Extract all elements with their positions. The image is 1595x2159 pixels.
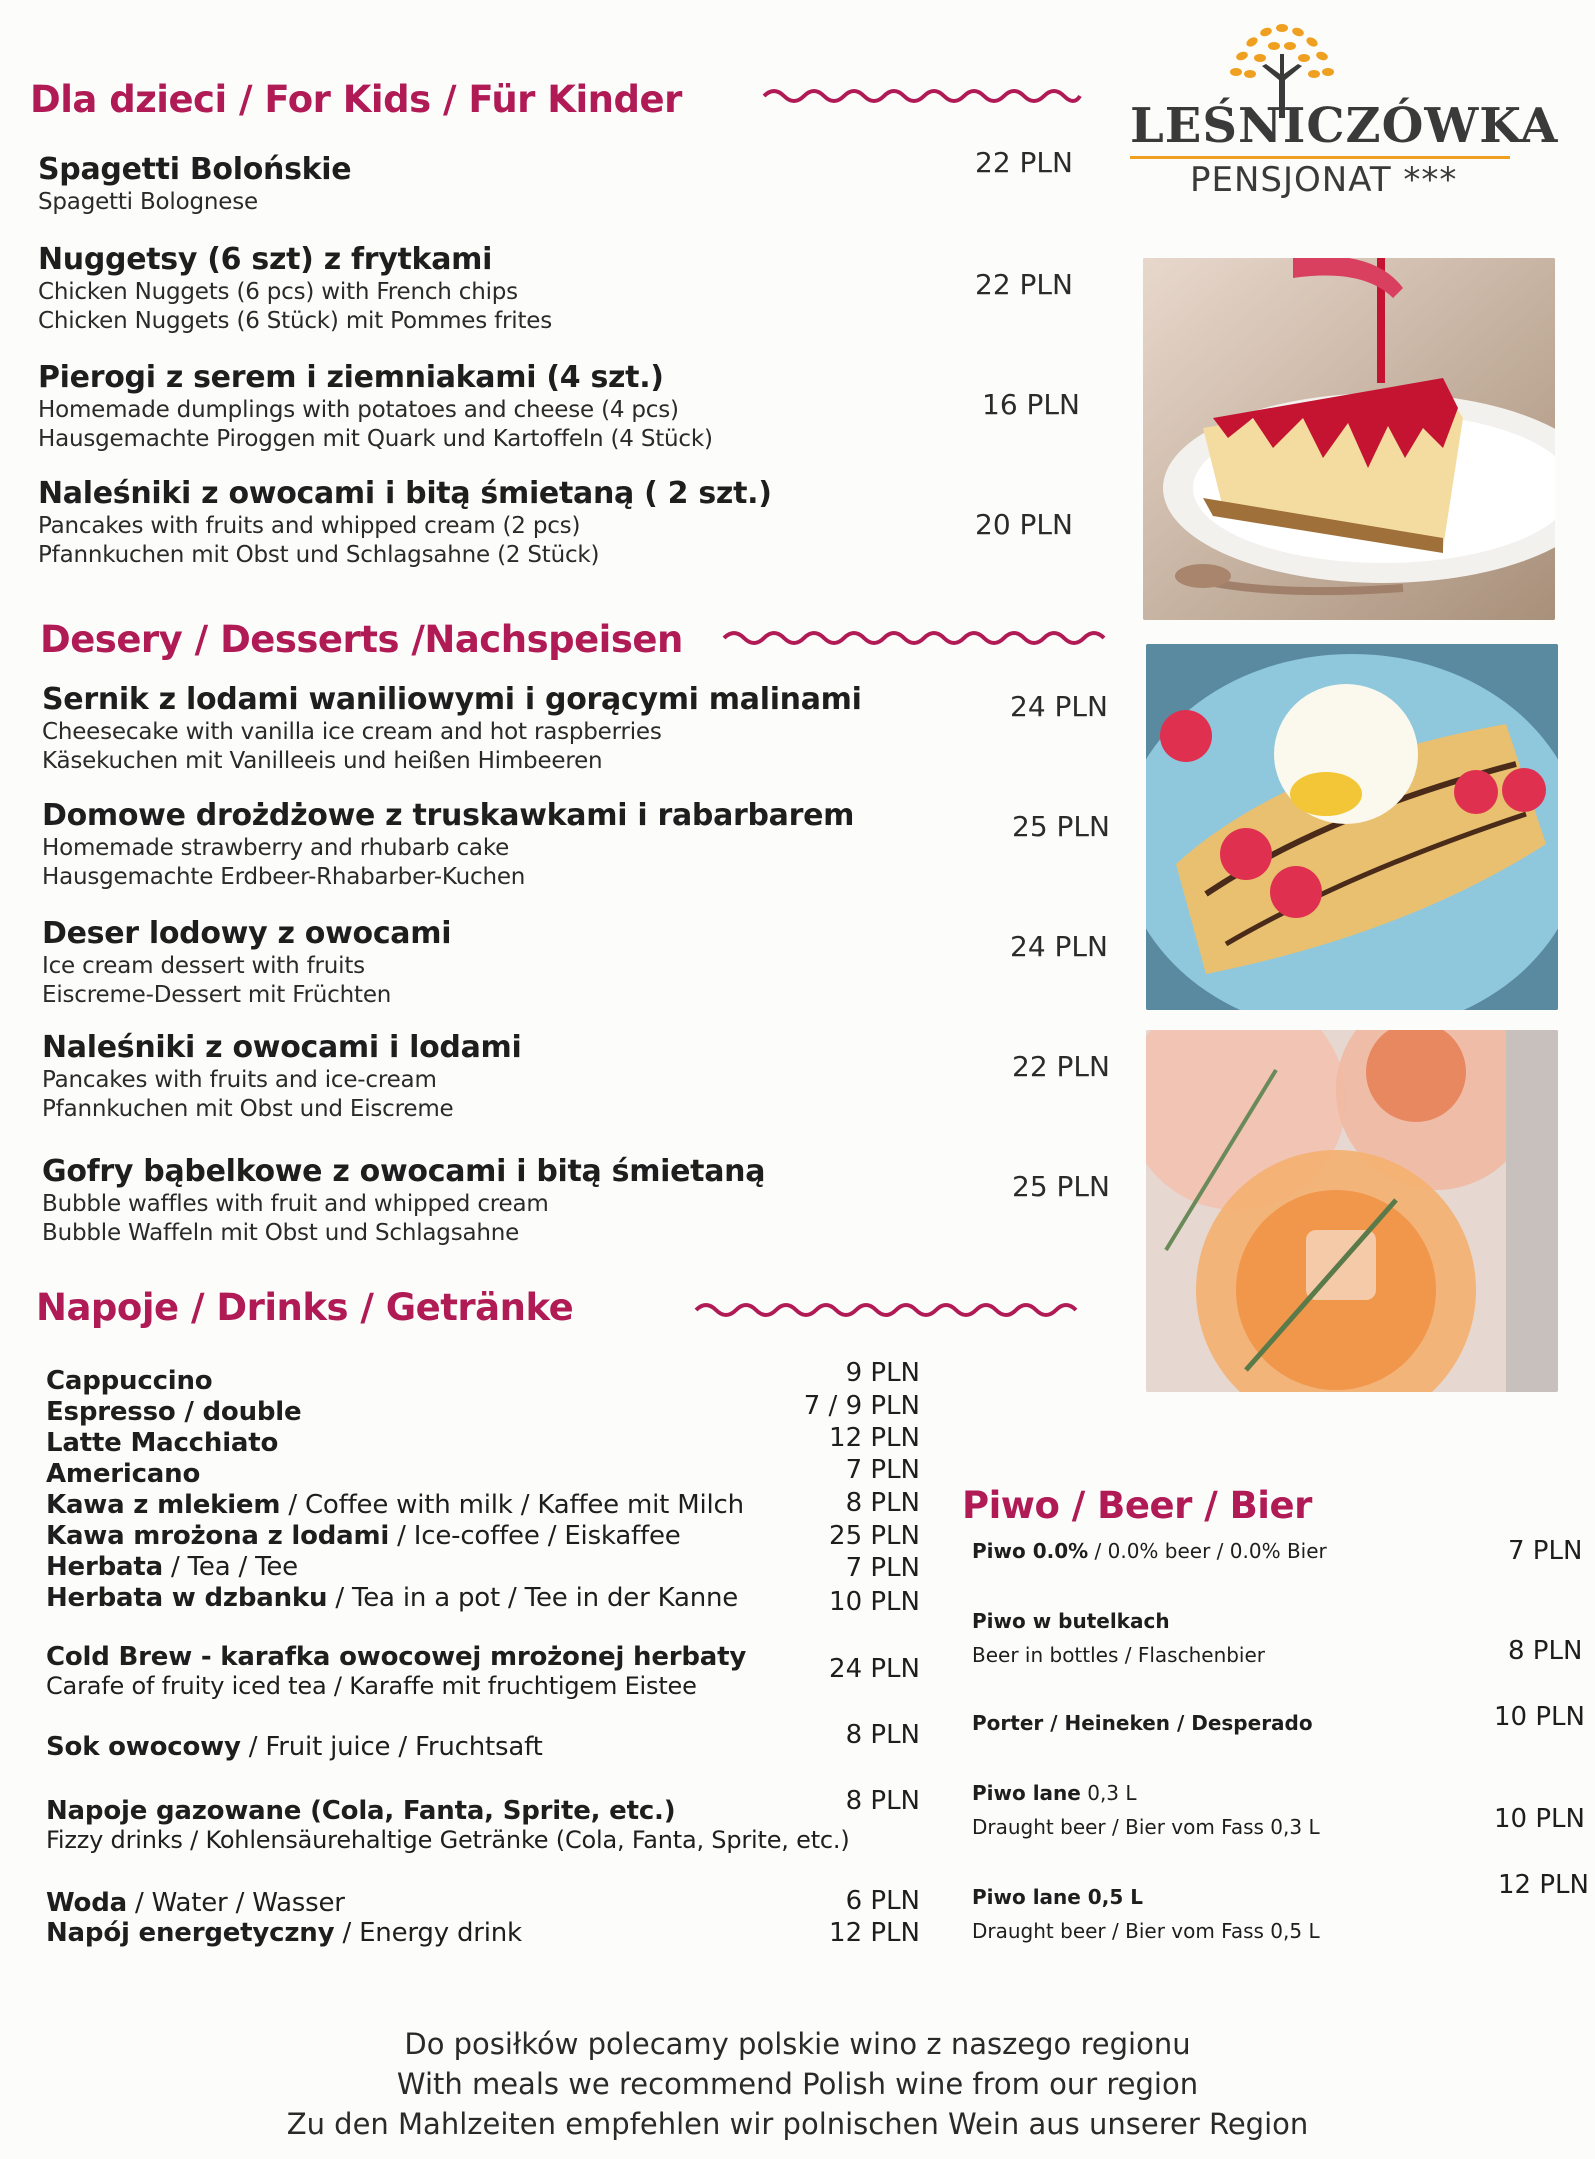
footer-line-pl: Do posiłków polecamy polskie wino z naszego regionu [404, 2027, 1191, 2061]
drink-item [46, 1521, 681, 1551]
drink-item [46, 1459, 200, 1489]
drink-name: Woda [46, 1888, 127, 1918]
item-sub-en: Bubble waffles with fruit and whipped cream [42, 1191, 549, 1217]
logo [1130, 18, 1559, 208]
item-sub-en: Spagetti Bolognese [38, 189, 258, 215]
drink-translation: / Tea in a pot / Tee in der Kanne [327, 1583, 739, 1613]
item-price: 22 PLN [1012, 1050, 1110, 1083]
item-name: Naleśniki z owocami i bitą śmietaną ( 2 szt.) [38, 476, 772, 511]
item-sub-de: Hausgemachte Erdbeer-Rhabarber-Kuchen [42, 864, 526, 890]
kids-item [38, 242, 552, 336]
drink-name: Napoje gazowane (Cola, Fanta, Sprite, etc.) [46, 1796, 676, 1826]
cheesecake-photo [1143, 258, 1555, 620]
logo-underline [1130, 156, 1510, 159]
beer-price: 10 PLN [1494, 1702, 1585, 1732]
item-price: 22 PLN [975, 268, 1073, 301]
item-name: Sernik z lodami waniliowymi i gorącymi malinami [42, 682, 862, 717]
kids-section-title: Dla dzieci / For Kids / Für Kinder [30, 78, 682, 121]
wave-divider-icon [762, 84, 1082, 108]
item-sub-en: Ice cream dessert with fruits [42, 953, 365, 979]
drink-item [46, 1366, 212, 1396]
drink-name: Kawa mrożona z lodami [46, 1521, 390, 1551]
footer-line-de: Zu den Mahlzeiten empfehlen wir polnischen Wein aus unserer Region [286, 2107, 1309, 2141]
beer-item [972, 1538, 1327, 1564]
beer-price: 12 PLN [1498, 1870, 1589, 1900]
drink-translation: / Tea / Tee [162, 1552, 298, 1582]
item-sub-de: Käsekuchen mit Vanilleeis und heißen Himbeeren [42, 748, 603, 774]
drink-item [46, 1732, 543, 1762]
drink-price: 12 PLN [829, 1918, 920, 1948]
wave-divider-icon [722, 626, 1112, 650]
beer-size: 0,3 L [1080, 1781, 1137, 1805]
item-price: 16 PLN [982, 388, 1080, 421]
drink-item [46, 1583, 738, 1613]
kids-item [38, 360, 713, 454]
drink-price: 7 PLN [845, 1455, 920, 1485]
item-sub-de: Chicken Nuggets (6 Stück) mit Pommes frites [38, 308, 553, 334]
beer-translation: Beer in bottles / Flaschenbier [972, 1643, 1266, 1667]
item-name: Gofry bąbelkowe z owocami i bitą śmietaną [42, 1154, 766, 1189]
kids-item [38, 476, 772, 570]
drink-item [46, 1428, 278, 1458]
dessert-item [42, 1154, 765, 1248]
beer-item [972, 1884, 1320, 1944]
item-name: Deser lodowy z owocami [42, 916, 452, 951]
drink-translation: / Energy drink [334, 1918, 522, 1948]
footer-wine-note [0, 2024, 1595, 2144]
kids-item [38, 152, 351, 217]
beer-name: Piwo w butelkach [972, 1609, 1170, 1633]
dessert-item [42, 916, 451, 1010]
drink-item-fizzy [46, 1796, 850, 1854]
drink-item [46, 1397, 301, 1427]
footer-line-en: With meals we recommend Polish wine from our region [396, 2067, 1199, 2101]
drink-price: 25 PLN [829, 1521, 920, 1551]
dessert-item [42, 798, 854, 892]
drink-price: 7 PLN [845, 1553, 920, 1583]
beer-name: Porter / Heineken / Desperado [972, 1711, 1313, 1735]
drink-name: Cold Brew - karafka owocowej mrożonej herbaty [46, 1642, 747, 1672]
drink-translation: Fizzy drinks / Kohlensäurehaltige Getränke (Cola, Fanta, Sprite, etc.) [46, 1826, 850, 1854]
drink-translation: / Coffee with milk / Kaffee mit Milch [280, 1490, 744, 1520]
pancakes-icecream-photo [1146, 644, 1558, 1010]
beer-item [972, 1780, 1320, 1840]
drink-translation: Carafe of fruity iced tea / Karaffe mit fruchtigem Eistee [46, 1672, 697, 1700]
wave-divider-icon [694, 1298, 1084, 1322]
item-price: 20 PLN [975, 508, 1073, 541]
drink-name: Sok owocowy [46, 1732, 241, 1762]
item-price: 24 PLN [1010, 930, 1108, 963]
drink-item-cold-brew [46, 1642, 746, 1700]
drink-price: 8 PLN [845, 1786, 920, 1816]
beer-translation: / 0.0% beer / 0.0% Bier [1088, 1539, 1327, 1563]
beer-price: 7 PLN [1508, 1536, 1583, 1566]
beer-item [972, 1710, 1313, 1736]
item-sub-en: Pancakes with fruits and ice-cream [42, 1067, 437, 1093]
desserts-section-title: Desery / Desserts /Nachspeisen [40, 618, 683, 661]
drink-price: 12 PLN [829, 1423, 920, 1453]
drink-price: 8 PLN [845, 1488, 920, 1518]
drinks-photo [1146, 1030, 1558, 1392]
dessert-item [42, 1030, 522, 1124]
item-sub-en: Homemade strawberry and rhubarb cake [42, 835, 510, 861]
drink-name: Herbata [46, 1552, 163, 1582]
drink-price: 7 / 9 PLN [803, 1391, 920, 1421]
drink-translation: / Water / Wasser [126, 1888, 345, 1918]
item-sub-de: Pfannkuchen mit Obst und Schlagsahne (2 Stück) [38, 542, 600, 568]
dessert-item [42, 682, 862, 776]
item-name: Naleśniki z owocami i lodami [42, 1030, 522, 1065]
logo-name: LEŚNICZÓWKA [1130, 98, 1559, 154]
item-name: Pierogi z serem i ziemniakami (4 szt.) [38, 360, 664, 395]
drink-item [46, 1918, 522, 1948]
drink-translation: / Fruit juice / Fruchtsaft [240, 1732, 543, 1762]
item-sub-en: Homemade dumplings with potatoes and cheese (4 pcs) [38, 397, 679, 423]
beer-translation: Draught beer / Bier vom Fass 0,5 L [972, 1919, 1320, 1943]
beer-item [972, 1608, 1265, 1668]
drink-item [46, 1888, 345, 1918]
drink-translation: / Ice-coffee / Eiskaffee [389, 1521, 681, 1551]
item-name: Domowe drożdżowe z truskawkami i rabarbarem [42, 798, 855, 833]
drink-price: 8 PLN [845, 1720, 920, 1750]
drink-name: Kawa z mlekiem [46, 1490, 281, 1520]
item-price: 22 PLN [975, 146, 1073, 179]
item-sub-de: Hausgemachte Piroggen mit Quark und Kartoffeln (4 Stück) [38, 426, 713, 452]
item-sub-de: Pfannkuchen mit Obst und Eiscreme [42, 1096, 454, 1122]
item-sub-en: Cheesecake with vanilla ice cream and hot raspberries [42, 719, 662, 745]
drink-name: Cappuccino [46, 1366, 213, 1396]
drink-price: 9 PLN [845, 1358, 920, 1388]
drink-item [46, 1490, 744, 1520]
beer-name: Piwo lane 0,5 L [972, 1885, 1143, 1909]
item-sub-de: Bubble Waffeln mit Obst und Schlagsahne [42, 1220, 520, 1246]
item-price: 25 PLN [1012, 1170, 1110, 1203]
drink-name: Espresso / double [46, 1397, 302, 1427]
drink-name: Napój energetyczny [46, 1918, 335, 1948]
item-name: Nuggetsy (6 szt) z frytkami [38, 242, 493, 277]
logo-subtitle: PENSJONAT *** [1190, 160, 1458, 200]
drink-name: Herbata w dzbanku [46, 1583, 328, 1613]
drink-name: Latte Macchiato [46, 1428, 279, 1458]
beer-name: Piwo 0.0% [972, 1539, 1089, 1563]
drink-price: 6 PLN [845, 1886, 920, 1916]
drink-price: 10 PLN [829, 1587, 920, 1617]
beer-translation: Draught beer / Bier vom Fass 0,3 L [972, 1815, 1320, 1839]
drink-price: 24 PLN [829, 1654, 920, 1684]
item-sub-en: Pancakes with fruits and whipped cream (2 pcs) [38, 513, 581, 539]
item-price: 25 PLN [1012, 810, 1110, 843]
beer-name: Piwo lane [972, 1781, 1081, 1805]
item-name: Spagetti Bolońskie [38, 152, 352, 187]
item-sub-de: Eiscreme-Dessert mit Früchten [42, 982, 392, 1008]
beer-price: 10 PLN [1494, 1804, 1585, 1834]
item-sub-en: Chicken Nuggets (6 pcs) with French chips [38, 279, 518, 305]
drink-item [46, 1552, 298, 1582]
item-price: 24 PLN [1010, 690, 1108, 723]
drinks-section-title: Napoje / Drinks / Getränke [36, 1286, 574, 1329]
beer-section-title: Piwo / Beer / Bier [962, 1484, 1312, 1527]
drink-name: Americano [46, 1459, 201, 1489]
beer-price: 8 PLN [1508, 1636, 1583, 1666]
